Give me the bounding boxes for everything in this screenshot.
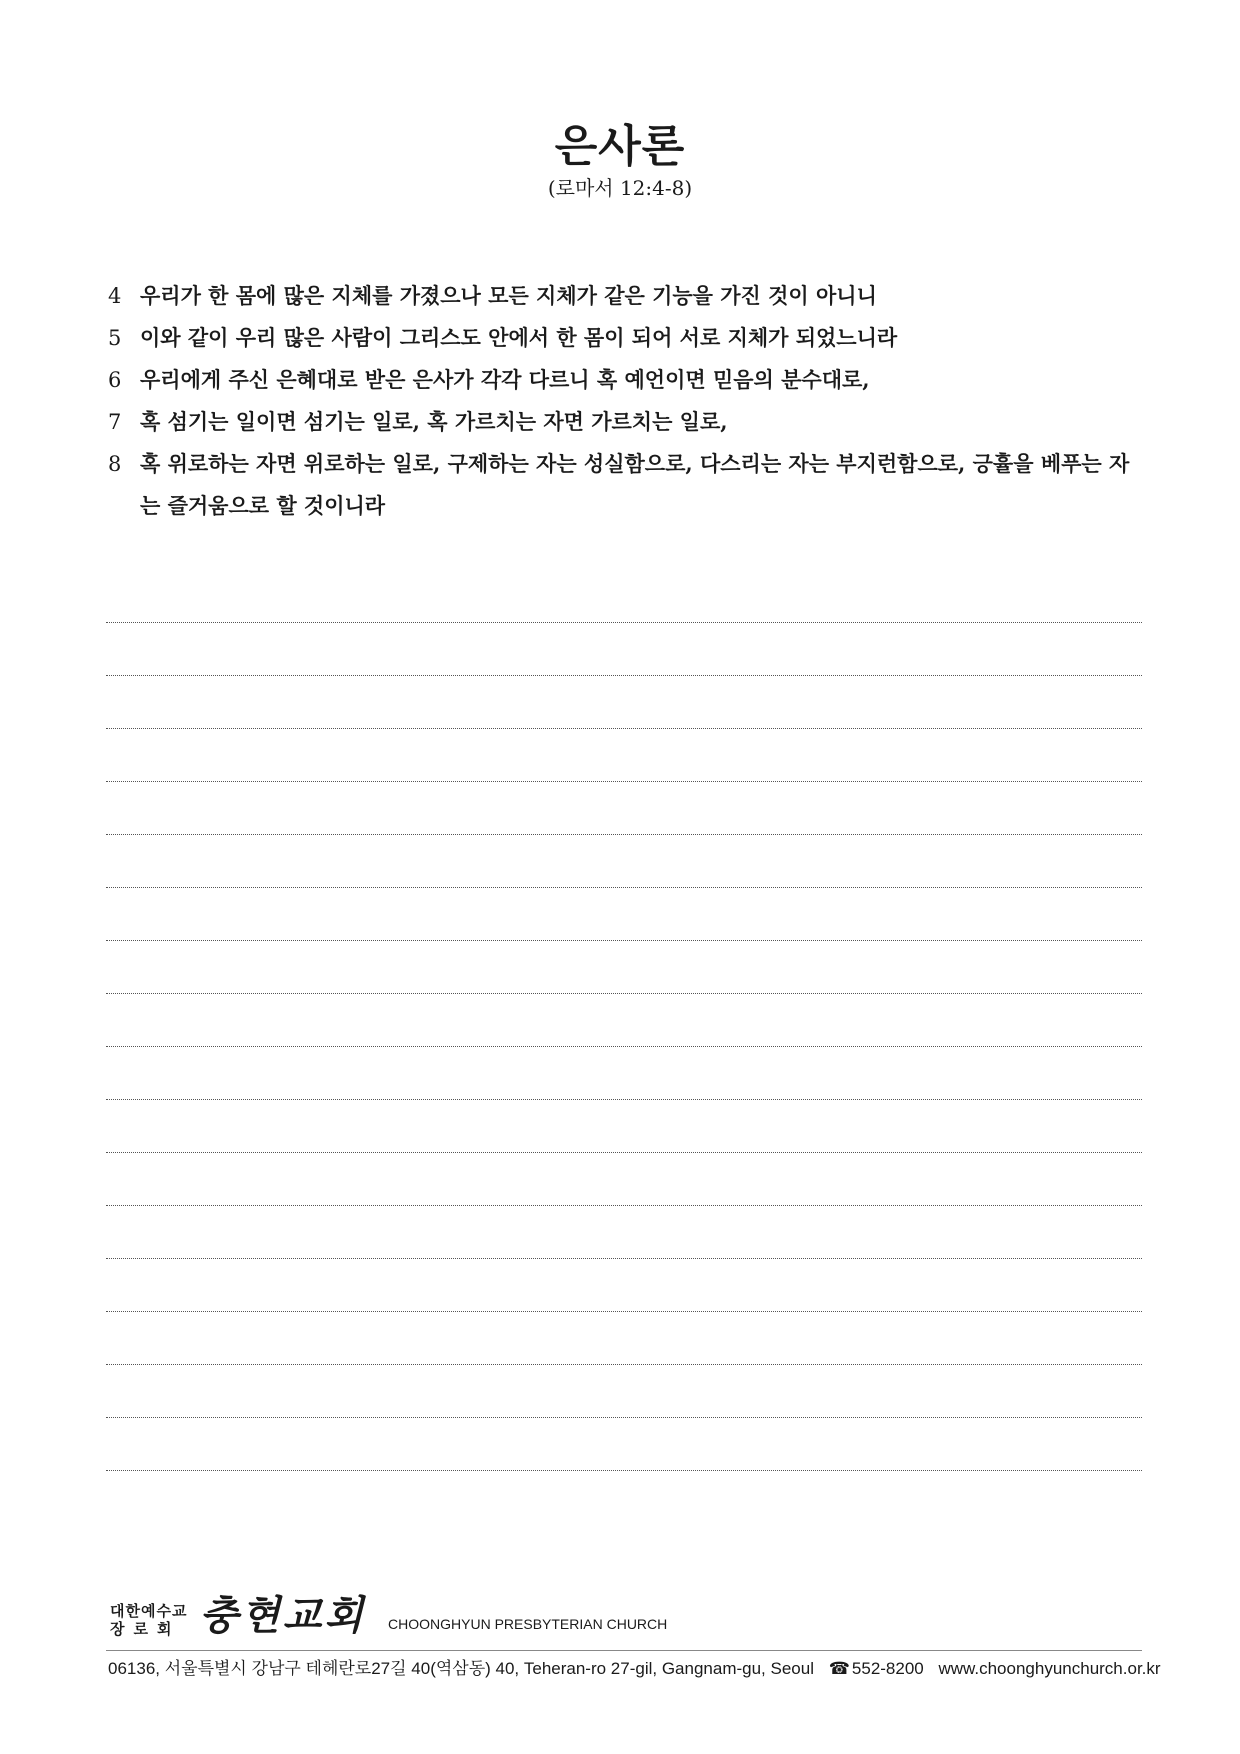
church-name-logo: 충현교회 bbox=[199, 1592, 367, 1639]
verse-text: 우리가 한 몸에 많은 지체를 가졌으나 모든 지체가 같은 기능을 가진 것이 아니니 bbox=[140, 283, 877, 308]
writing-line[interactable] bbox=[106, 1152, 1142, 1153]
phone-icon: ☎ bbox=[828, 1659, 850, 1678]
verse-7 bbox=[108, 401, 1148, 443]
verse-5 bbox=[108, 317, 1148, 359]
verse-number: 7 bbox=[108, 410, 122, 434]
address-text: 06136, 서울특별시 강남구 테헤란로27길 40(역삼동) 40, Teheran-ro 27-gil, Gangnam-gu, Seoul bbox=[108, 1659, 814, 1678]
writing-line[interactable] bbox=[106, 1205, 1142, 1206]
denomination-line1: 대한예수교 bbox=[110, 1602, 188, 1620]
church-logo bbox=[110, 1594, 667, 1638]
phone-number: 552-8200 bbox=[851, 1659, 924, 1678]
writing-line[interactable] bbox=[106, 1364, 1142, 1365]
writing-line[interactable] bbox=[106, 993, 1142, 994]
denomination-line2: 장로회 bbox=[110, 1620, 181, 1638]
footer-contact bbox=[108, 1656, 1161, 1682]
church-name-english: CHOONGHYUN PRESBYTERIAN CHURCH bbox=[388, 1616, 668, 1632]
verse-number: 8 bbox=[108, 452, 122, 476]
writing-line[interactable] bbox=[106, 834, 1142, 835]
writing-line[interactable] bbox=[106, 1258, 1142, 1259]
scripture-reference: (로마서 12:4-8) bbox=[547, 176, 693, 200]
writing-line[interactable] bbox=[106, 940, 1142, 941]
verse-number: 6 bbox=[108, 368, 122, 392]
writing-line[interactable] bbox=[106, 675, 1142, 676]
verse-text: 혹 위로하는 자면 위로하는 일로, 구제하는 자는 성실함으로, 다스리는 자는 부지런함으로, 긍휼을 베푸는 자는 즐거움으로 할 것이니라 bbox=[140, 451, 1130, 518]
writing-line[interactable] bbox=[106, 1470, 1142, 1471]
footer-divider bbox=[106, 1650, 1142, 1651]
verse-text: 이와 같이 우리 많은 사람이 그리스도 안에서 한 몸이 되어 서로 지체가 되었느니라 bbox=[140, 325, 898, 350]
writing-line[interactable] bbox=[106, 622, 1142, 623]
verse-4 bbox=[108, 275, 1148, 317]
writing-line[interactable] bbox=[106, 1046, 1142, 1047]
website-link[interactable]: www.choonghyunchurch.or.kr bbox=[938, 1659, 1161, 1678]
writing-line[interactable] bbox=[106, 887, 1142, 888]
verse-number: 5 bbox=[108, 326, 122, 350]
page-title: 은사론 bbox=[554, 121, 686, 172]
writing-line[interactable] bbox=[106, 728, 1142, 729]
verse-text: 우리에게 주신 은혜대로 받은 은사가 각각 다르니 혹 예언이면 믿음의 분수대로, bbox=[140, 367, 870, 392]
verse-number: 4 bbox=[108, 284, 122, 308]
verse-text: 혹 섬기는 일이면 섬기는 일로, 혹 가르치는 자면 가르치는 일로, bbox=[140, 409, 728, 434]
writing-line[interactable] bbox=[106, 1311, 1142, 1312]
writing-line[interactable] bbox=[106, 1099, 1142, 1100]
writing-line[interactable] bbox=[106, 1417, 1142, 1418]
denomination-label bbox=[110, 1602, 187, 1638]
verse-8 bbox=[108, 443, 1148, 527]
verse-list bbox=[108, 275, 1148, 527]
writing-line[interactable] bbox=[106, 781, 1142, 782]
verse-6 bbox=[108, 359, 1148, 401]
